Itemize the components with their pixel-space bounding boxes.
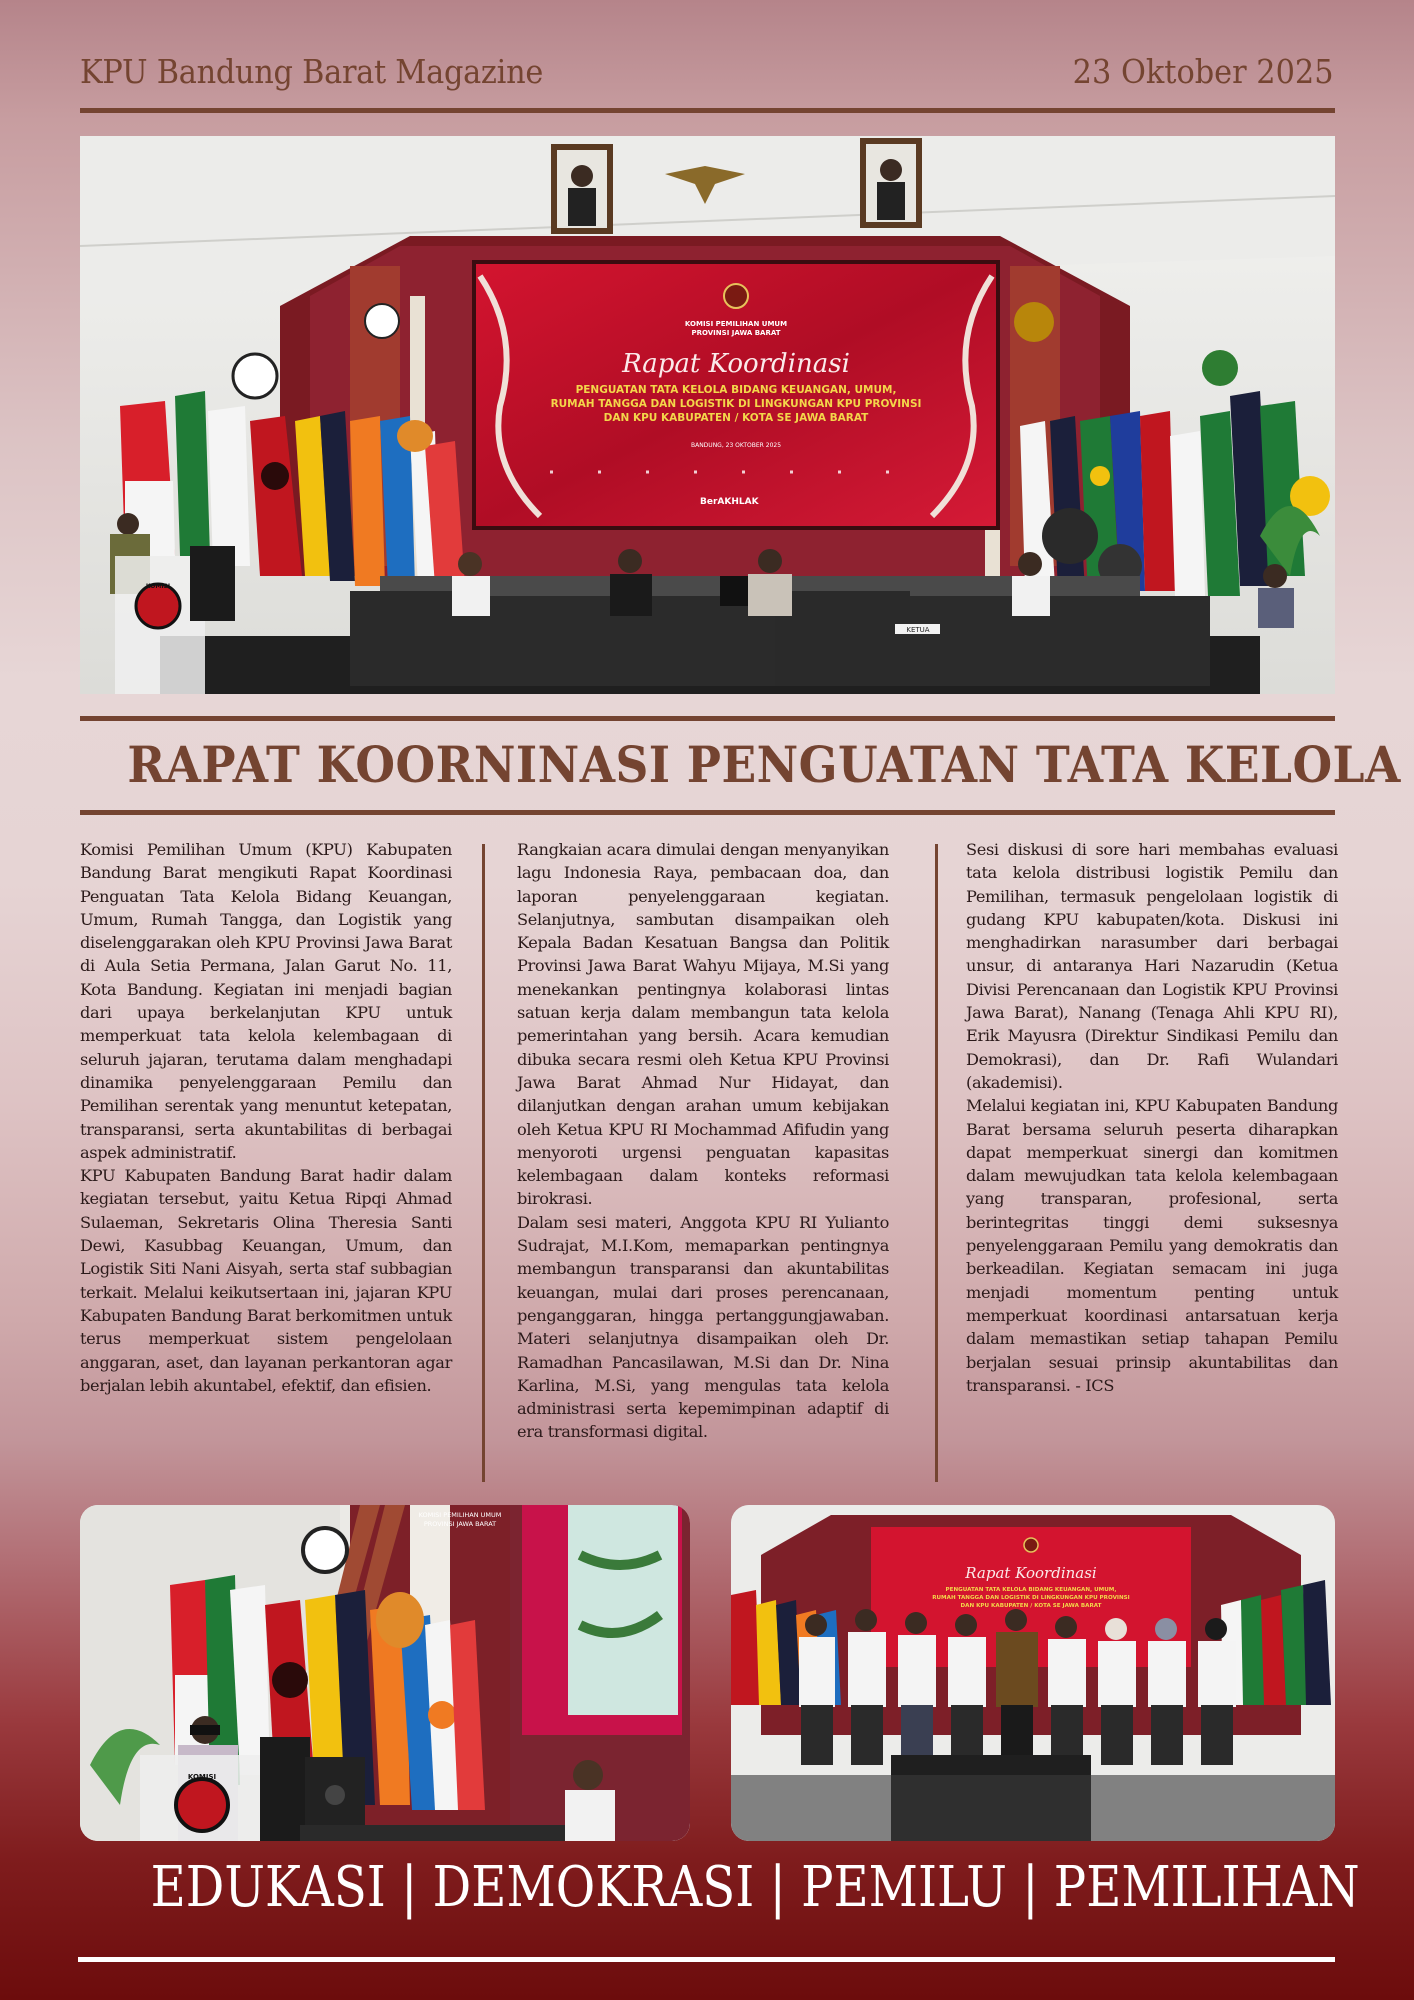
hero-illustration — [80, 136, 1335, 694]
screen-subtitle-3: DAN KPU KABUPATEN / KOTA SE JAWA BARAT — [603, 412, 869, 424]
speaker-illustration — [80, 1505, 690, 1841]
column-divider — [935, 844, 938, 1482]
group-people — [799, 1609, 1236, 1765]
article-headline: RAPAT KOORNINASI PENGUATAN TATA KELOLA — [127, 735, 1401, 794]
screen-org-line1: KOMISI PEMILIHAN UMUM — [684, 320, 788, 328]
article-column-3 — [966, 838, 1338, 1397]
column-divider — [482, 844, 485, 1482]
paragraph: Melalui kegiatan ini, KPU Kabupaten Bandung Barat bersama seluruh peserta diharapkan dapat memperkuat sinergi dan komitmen dalam mewujudkan tata kelola kelembagaan yang transparan, profesional, serta berintegritas tinggi demi suksesnya penyelenggaraan Pemilu yang demokratis dan berkeadilan. Kegiatan semacam ini juga menjadi momentum penting untuk memperkuat koordinasi antarsatuan kerja dalam memastikan setiap tahapan Pemilu berjalan sesuai prinsip akuntabilitas dan transparansi. - ICS — [966, 1096, 1338, 1395]
paragraph: Rangkaian acara dimulai dengan menyanyikan lagu Indonesia Raya, pembacaan doa, dan laporan penyelenggaraan kegiatan. Selanjutnya, sambutan disampaikan oleh Kepala Badan Kesatuan Bangsa dan Politik Provinsi Jawa Barat Wahyu Mijaya, M.Si yang menekankan pentingnya kolaborasi lintas satuan kerja dalam membangun tata kelola pemerintahan yang bersih. Acara kemudian dibuka secara resmi oleh Ketua KPU Provinsi Jawa Barat Ahmad Nur Hidayat, dan dilanjutkan dengan arahan umum kebijakan oleh Ketua KPU RI Mochammad Afifudin yang menyoroti urgensi penguatan kapasitas kelembagaan dalam konteks reformasi birokrasi. — [517, 840, 889, 1209]
screen-place-date: BANDUNG, 23 OKTOBER 2025 — [690, 442, 782, 449]
group-screen-line3: DAN KPU KABUPATEN / KOTA SE JAWA BARAT — [960, 1603, 1102, 1609]
paragraph: KPU Kabupaten Bandung Barat hadir dalam kegiatan tersebut, yaitu Ketua Ripqi Ahmad Sulaeman, Sekretaris Olina Theresia Santi Dewi, Kasubbag Keuangan, Umum, dan Logistik Siti Nani Aisyah, serta staf subbagian terkait. Melalui keikutsertaan ini, jajaran KPU Kabupaten Bandung Barat berkomitmen untuk terus memperkuat sistem pengelolaan anggaran, aset, dan layanan perkantoran agar berjalan lebih akuntabel, efektif, dan efisien. — [80, 1166, 452, 1395]
article-column-1 — [80, 838, 452, 1397]
paragraph: Dalam sesi materi, Anggota KPU RI Yulianto Sudrajat, M.I.Kom, memaparkan pentingnya membangun transparansi dan akuntabilitas keuangan, mulai dari proses perencanaan, penganggaran, hingga pertanggungjawaban. Materi selanjutnya disampaikan oleh Dr. Ramadhan Pancasilawan, M.Si dan Dr. Nina Karlina, M.Si, yang mengulas tata kelola administrasi serta kepemimpinan adaptif di era transformasi digital. — [517, 1212, 889, 1442]
desk-sign: KETUA — [906, 626, 930, 634]
publication-title: KPU Bandung Barat Magazine — [80, 52, 544, 91]
header-divider — [80, 108, 1335, 113]
backdrop-line2: PROVINSI JAWA BARAT — [423, 1520, 497, 1528]
group-screen-line1: PENGUATAN TATA KELOLA BIDANG KEUANGAN, UMUM, — [945, 1587, 1117, 1593]
group-illustration — [731, 1505, 1335, 1841]
article-body — [80, 838, 1338, 1488]
photo-group — [731, 1505, 1335, 1841]
paragraph: Komisi Pemilihan Umum (KPU) Kabupaten Bandung Barat mengikuti Rapat Koordinasi Penguatan Tata Kelola Bidang Keuangan, Umum, Rumah Tangga, dan Logistik yang diselenggarakan oleh KPU Provinsi Jawa Barat di Aula Setia Permana, Jalan Garut No. 11, Kota Bandung. Kegiatan ini menjadi bagian dari upaya berkelanjutan KPU untuk memperkuat tata kelola kelembagaan di seluruh jajaran, terutama dalam menghadapi dinamika penyelenggaraan Pemilu dan Pemilihan serentak yang menuntut ketepatan, transparansi, serta akuntabilitas di berbagai aspek administratif. — [80, 840, 452, 1162]
screen-subtitle-1: PENGUATAN TATA KELOLA BIDANG KEUANGAN, UMUM, — [575, 384, 897, 396]
footer-tagline: EDUKASI | DEMOKRASI | PEMILU | PEMILIHAN — [150, 1855, 1360, 1920]
podium-label: KOMISI — [187, 1773, 217, 1781]
issue-date: 23 Oktober 2025 — [1073, 52, 1334, 91]
masthead — [80, 52, 1334, 102]
group-screen-line2: RUMAH TANGGA DAN LOGISTIK DI LINGKUNGAN KPU PROVINSI — [932, 1595, 1130, 1601]
article-column-2 — [517, 838, 889, 1444]
screen-subtitle-2: RUMAH TANGGA DAN LOGISTIK DI LINGKUNGAN KPU PROVINSI — [550, 398, 922, 410]
hero-photo — [80, 136, 1335, 694]
headline-top-divider — [80, 716, 1335, 721]
photo-speaker-podium — [80, 1505, 690, 1841]
screen-slogan: BerAKHLAK — [700, 497, 759, 507]
headline-bottom-divider — [80, 810, 1335, 815]
paragraph: Sesi diskusi di sore hari membahas evaluasi tata kelola distribusi logistik Pemilu dan Pemilihan, termasuk pengelolaan logistik di gudang KPU kabupaten/kota. Diskusi ini menghadirkan narasumber dari berbagai unsur, di antaranya Hari Nazarudin (Ketua Divisi Perencanaan dan Logistik KPU Provinsi Jawa Barat), Nanang (Tenaga Ahli KPU RI), Erik Mayusra (Direktur Sindikasi Pemilu dan Demokrasi), dan Dr. Rafi Wulandari (akademisi). — [966, 840, 1338, 1092]
footer-divider — [78, 1957, 1335, 1962]
backdrop-line1: KOMISI PEMILIHAN UMUM — [418, 1511, 502, 1519]
group-screen-title: Rapat Koordinasi — [965, 1564, 1097, 1582]
screen-org-line2: PROVINSI JAWA BARAT — [691, 329, 781, 337]
podium-label: KOMISI — [145, 583, 171, 590]
screen-script-title: Rapat Koordinasi — [622, 349, 850, 379]
